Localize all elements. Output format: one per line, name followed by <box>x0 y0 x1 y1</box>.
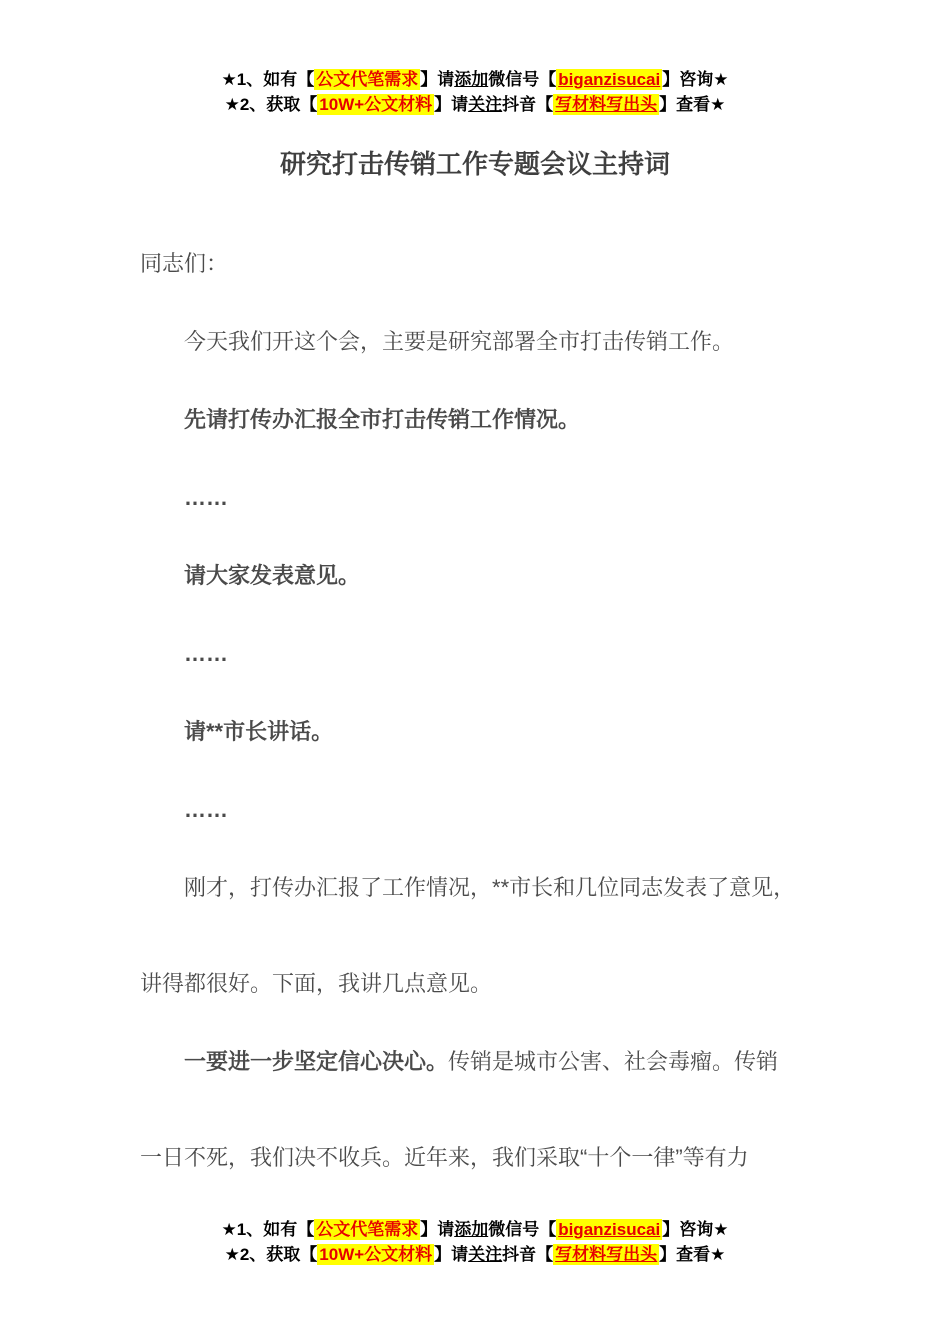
ad-text: 微信号【 <box>488 70 557 89</box>
body-text-bold: 一要进一步坚定信心决心。 <box>184 1049 449 1074</box>
ad-action-follow: 关注 <box>468 1245 503 1264</box>
ad-line-1 <box>0 1217 950 1242</box>
ad-text: 】查看★ <box>659 95 726 114</box>
document-body <box>0 216 950 1206</box>
body-text: 讲得都很好。下面，我讲几点意见。 <box>140 971 493 996</box>
ad-text: 抖音【 <box>502 1245 554 1264</box>
body-text: 今天我们开这个会，主要是研究部署全市打击传销工作。 <box>184 329 735 354</box>
body-text-bold: 请**市长讲话。 <box>184 719 334 744</box>
ad-materials-keyword: 10W+公文材料 <box>319 95 433 114</box>
body-text-bold: …… <box>184 797 228 822</box>
body-text: 刚才，打传办汇报了工作情况，**市长和几位同志发表了意见， <box>184 875 796 900</box>
body-text-bold: 请大家发表意见。 <box>184 563 361 588</box>
ad-text: 微信号【 <box>488 1220 557 1239</box>
ad-wechat-id: biganzisucai <box>558 1220 661 1239</box>
ad-text: 】请 <box>420 1220 455 1239</box>
ad-text: 】请 <box>434 1245 469 1264</box>
ad-text: 】请 <box>420 70 455 89</box>
ad-action-follow: 关注 <box>468 95 503 114</box>
ad-douyin-id: 写材料写出头 <box>555 1245 658 1264</box>
ad-banner-bottom <box>0 1217 950 1267</box>
ad-text: ★1、如有【 <box>221 70 315 89</box>
ad-text: 】咨询★ <box>662 70 729 89</box>
ad-materials-keyword: 10W+公文材料 <box>319 1245 433 1264</box>
ad-wechat-id: biganzisucai <box>558 70 661 89</box>
ad-line-1 <box>0 67 950 92</box>
body-text: 传销是城市公害、社会毒瘤。传销 <box>448 1049 779 1074</box>
ad-action-add: 添加 <box>454 1220 489 1239</box>
ad-service-keyword: 公文代笔需求 <box>316 70 419 89</box>
ad-banner-top <box>0 0 950 117</box>
ad-text: ★1、如有【 <box>221 1220 315 1239</box>
ad-text: 】咨询★ <box>662 1220 729 1239</box>
body-line-9 <box>140 840 810 936</box>
ad-text: 】请 <box>434 95 469 114</box>
body-text-bold: 先请打传办汇报全市打击传销工作情况。 <box>184 407 581 432</box>
ad-action-add: 添加 <box>454 70 489 89</box>
body-text-bold: …… <box>184 641 228 666</box>
body-text-bold: …… <box>184 485 228 510</box>
ad-text: ★2、获取【 <box>224 1245 318 1264</box>
ad-text: 】查看★ <box>659 1245 726 1264</box>
ad-line-2 <box>0 1242 950 1267</box>
document-title: 研究打击传销工作专题会议主持词 <box>279 149 670 179</box>
body-text: 一日不死，我们决不收兵。近年来，我们采取“十个一律”等有力 <box>140 1145 749 1170</box>
ad-line-2 <box>0 92 950 117</box>
ad-text: 抖音【 <box>502 95 554 114</box>
body-line-12 <box>140 1110 810 1206</box>
body-text: 同志们： <box>140 251 229 276</box>
ad-text: ★2、获取【 <box>224 95 318 114</box>
ad-douyin-id: 写材料写出头 <box>555 95 658 114</box>
ad-service-keyword: 公文代笔需求 <box>316 1220 419 1239</box>
body-line-11 <box>140 1014 810 1110</box>
